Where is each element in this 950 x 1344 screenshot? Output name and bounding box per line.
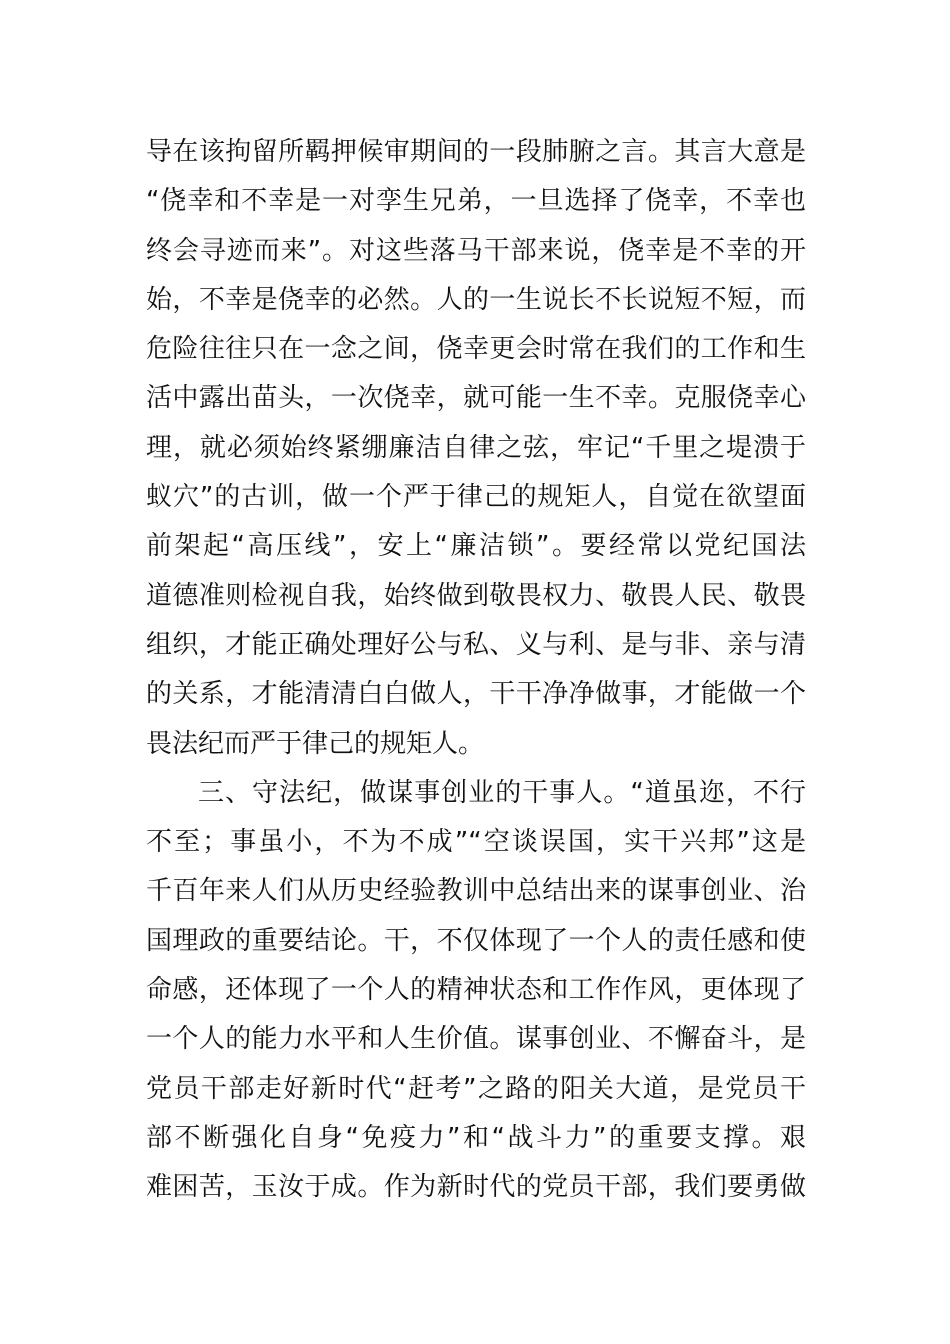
text-line: 危险往往只在一念之间，侥幸更会时常在我们的工作和生: [146, 334, 806, 365]
text-line: 部不断强化自身“免疫力”和“战斗力”的重要支撑。艰: [146, 1122, 806, 1153]
text-line: 难困苦，玉汝于成。作为新时代的党员干部，我们要勇做: [146, 1172, 806, 1203]
text-line: 党员干部走好新时代“赶考”之路的阳关大道，是党员干: [146, 1073, 806, 1104]
text-line: 一个人的能力水平和人生价值。谋事创业、不懈奋斗，是: [146, 1024, 806, 1055]
text-line: 前架起“高压线”，安上“廉洁锁”。要经常以党纪国法: [146, 531, 806, 562]
text-line: 命感，还体现了一个人的精神状态和工作作风，更体现了: [146, 975, 806, 1006]
body-text: [146, 128, 806, 1213]
text-line: 组织，才能正确处理好公与私、义与利、是与非、亲与清: [146, 629, 806, 660]
text-line: 千百年来人们从历史经验教训中总结出来的谋事创业、治: [146, 876, 806, 907]
text-line: 终会寻迹而来”。对这些落马干部来说，侥幸是不幸的开: [146, 235, 806, 266]
text-line: 始，不幸是侥幸的必然。人的一生说长不长说短不短，而: [146, 284, 806, 315]
text-line: “侥幸和不幸是一对孪生兄弟，一旦选择了侥幸，不幸也: [146, 186, 806, 217]
text-line: 不至；事虽小，不为不成”“空谈误国，实干兴邦”这是: [146, 827, 806, 858]
text-line: 蚁穴”的古训，做一个严于律己的规矩人，自觉在欲望面: [146, 482, 806, 513]
text-line: 道德准则检视自我，始终做到敬畏权力、敬畏人民、敬畏: [146, 580, 806, 611]
text-line: 的关系，才能清清白白做人，干干净净做事，才能做一个: [146, 679, 806, 710]
text-line: 理，就必须始终紧绷廉洁自律之弦，牢记“千里之堤溃于: [146, 432, 806, 463]
paragraph-end-line: 畏法纪而严于律己的规矩人。: [146, 728, 485, 759]
text-line: 导在该拘留所羁押候审期间的一段肺腑之言。其言大意是: [146, 137, 806, 167]
text-line: 国理政的重要结论。干，不仅体现了一个人的责任感和使: [146, 925, 806, 956]
section-heading-line: 三、守法纪，做谋事创业的干事人。“道虽迩，不行: [198, 777, 806, 808]
text-line: 活中露出苗头，一次侥幸，就可能一生不幸。克服侥幸心: [146, 383, 806, 414]
